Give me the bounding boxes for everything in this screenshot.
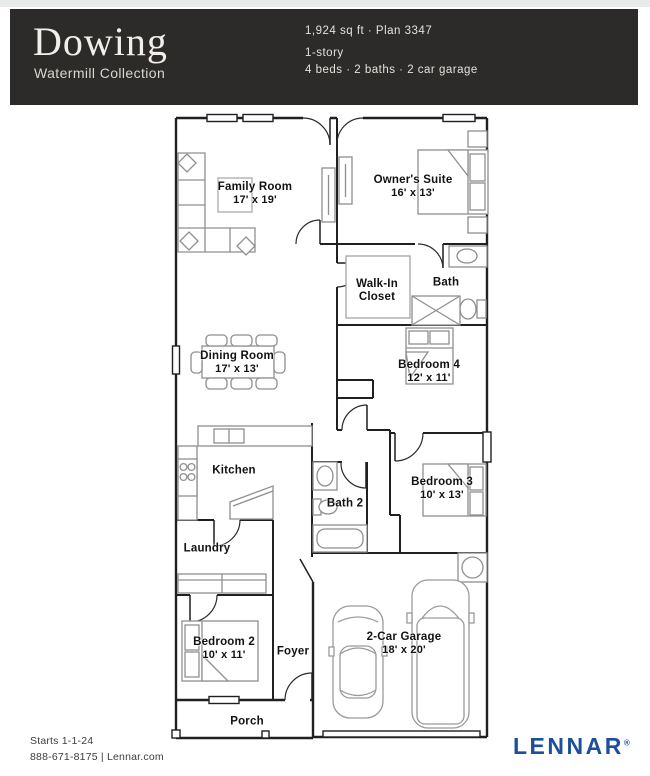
- room-label-bedroom-3: Bedroom 3 10' x 13': [411, 476, 473, 502]
- room-label-bedroom-4: Bedroom 4 12' x 11': [398, 359, 460, 385]
- bath-vanity: [449, 246, 487, 267]
- room-label-family-room: Family Room 17' x 19': [217, 181, 293, 207]
- bath2-vanity: [313, 462, 337, 490]
- spec-stories: 1-story: [305, 47, 344, 59]
- window: [483, 432, 491, 462]
- window: [173, 346, 180, 374]
- room-label-bath-2: Bath 2: [326, 497, 364, 510]
- room-label-owners-suite: Owner's Suite 16' x 13': [373, 174, 453, 200]
- phone-and-website: 888-671-8175 | Lennar.com: [30, 750, 164, 763]
- room-label-bedroom-2: Bedroom 2 10' x 11': [193, 636, 255, 662]
- room-label-walk-in-closet: Walk-In Closet: [356, 277, 398, 303]
- availability-date: Starts 1-1-24: [30, 735, 94, 747]
- corner-pantry: [230, 486, 273, 519]
- room-label-foyer: Foyer: [276, 645, 310, 658]
- sedan-car: [329, 606, 387, 718]
- room-label-dining-room: Dining Room 17' x 13': [200, 350, 274, 376]
- kitchen-sink: [214, 429, 244, 443]
- room-label-bath: Bath: [432, 276, 460, 289]
- spec-sqft-plan: 1,924 sq ft · Plan 3347: [305, 25, 433, 37]
- spec-beds-baths: 4 beds · 2 baths · 2 car garage: [305, 64, 478, 76]
- collection-subtitle: Watermill Collection: [34, 65, 166, 81]
- footer-info: [30, 734, 164, 766]
- window: [209, 697, 239, 704]
- shower: [412, 296, 460, 325]
- window: [443, 115, 475, 122]
- plan-title: Dowing: [33, 19, 168, 64]
- water-heater: [458, 553, 487, 582]
- laundry-appliances: [178, 574, 266, 593]
- bathtub: [313, 525, 367, 552]
- room-label-laundry: Laundry: [183, 542, 231, 555]
- room-label-garage: 2-Car Garage 18' x 20': [366, 631, 442, 657]
- garage-door: [323, 731, 480, 737]
- toilet: [460, 299, 486, 319]
- room-label-porch: Porch: [230, 715, 264, 728]
- window: [243, 115, 273, 122]
- kitchen-stove: [178, 459, 197, 496]
- window: [207, 115, 237, 122]
- room-label-kitchen: Kitchen: [212, 464, 256, 477]
- registered-mark: ®: [623, 738, 630, 748]
- lennar-logo: LENNAR®: [513, 733, 630, 759]
